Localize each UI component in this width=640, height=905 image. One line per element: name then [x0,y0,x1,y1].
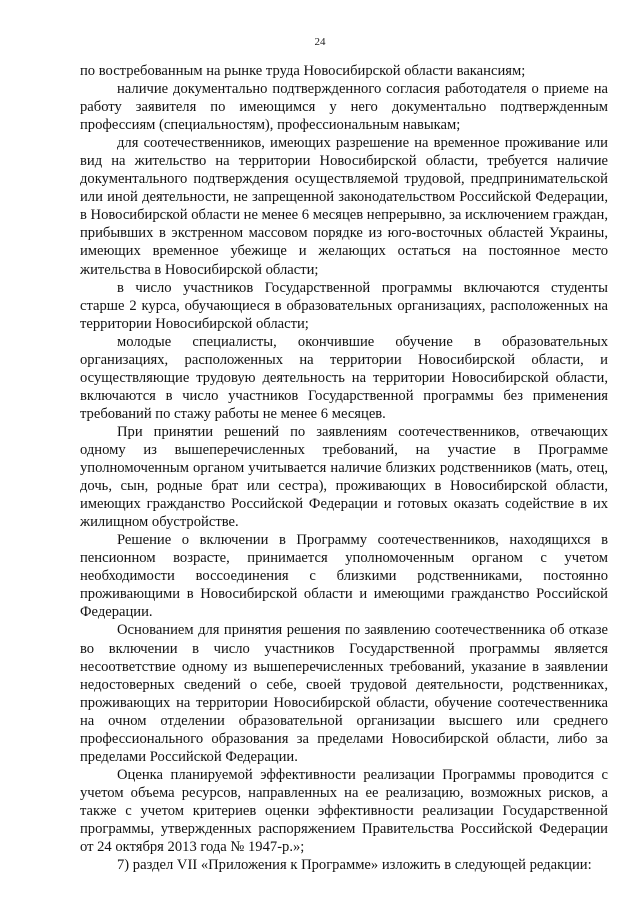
document-body [80,62,608,874]
paragraph-9: Оценка планируемой эффективности реализации Программы проводится с учетом объема ресурсов, направленных на ее реализацию, возможных рисков, а также с учетом критериев оценки эффективности реализации Государственной программы, утвержденных распоряжением Правительства Российской Федерации от 24 октября 2013 года № 1947-р.»; [80,766,608,856]
paragraph-3: для соотечественников, имеющих разрешение на временное проживание или вид на жительство на территории Новосибирской области, требуется наличие документального подтверждения осуществляемой трудовой, предпринимательской или иной деятельности, не запрещенной законодательством Российской Федерации, в Новосибирской области не менее 6 месяцев непрерывно, за исключением граждан, прибывших в экстренном массовом порядке из юго-восточных областей Украины, имеющих временное убежище и желающих остаться на постоянное место жительства в Новосибирской области; [80,135,608,278]
paragraph-5: молодые специалисты, окончившие обучение в образовательных организациях, расположенных на территории Новосибирской области, и осуществляющие трудовую деятельность на территории Новосибирской области, включаются в число участников Государственной программы без применения требований по стажу работы не менее 6 месяцев. [80,333,608,422]
page-number: 24 [314,36,326,48]
paragraph-2: наличие документально подтвержденного согласия работодателя о приеме на работу заявителя по имеющимся у него документально подтвержденным профессиям (специальностям), профессиональным навыкам; [80,81,608,134]
paragraph-8: Основанием для принятия решения по заявлению соотечественника об отказе во включении в число участников Государственной программы является несоответствие одному из вышеперечисленных требований, указание в заявлении недостоверных сведений о себе, своей трудовой деятельности, родственниках, проживающих на территории Новосибирской области, обучение соотечественника на очном отделении образовательной организации высшего или среднего профессионального образования за пределами Новосибирской области, либо за пределами Российской Федерации. [80,622,608,765]
paragraph-4: в число участников Государственной программы включаются студенты старше 2 курса, обучающиеся в образовательных организациях, расположенных на территории Новосибирской области; [80,279,608,332]
paragraph-7: Решение о включении в Программу соотечественников, находящихся в пенсионном возрасте, принимается уполномоченным органом с учетом необходимости воссоединения с близкими родственниками, постоянно проживающими в Новосибирской области и имеющими гражданство Российской Федерации. [80,532,608,621]
paragraph-10: 7) раздел VII «Приложения к Программе» изложить в следующей редакции: [117,857,592,874]
paragraph-1: по востребованным на рынке труда Новосибирской области вакансиям; [80,63,526,79]
paragraph-6: При принятии решений по заявлениям соотечественников, отвечающих одному из вышеперечисленных требований, на участие в Программе уполномоченным органом учитывается наличие близких родственников (мать, отец, дочь, сын, родные брат или сестра), проживающих в Новосибирской области, имеющих гражданство Российской Федерации и готовых оказать содействие в их жилищном обустройстве. [80,423,608,531]
